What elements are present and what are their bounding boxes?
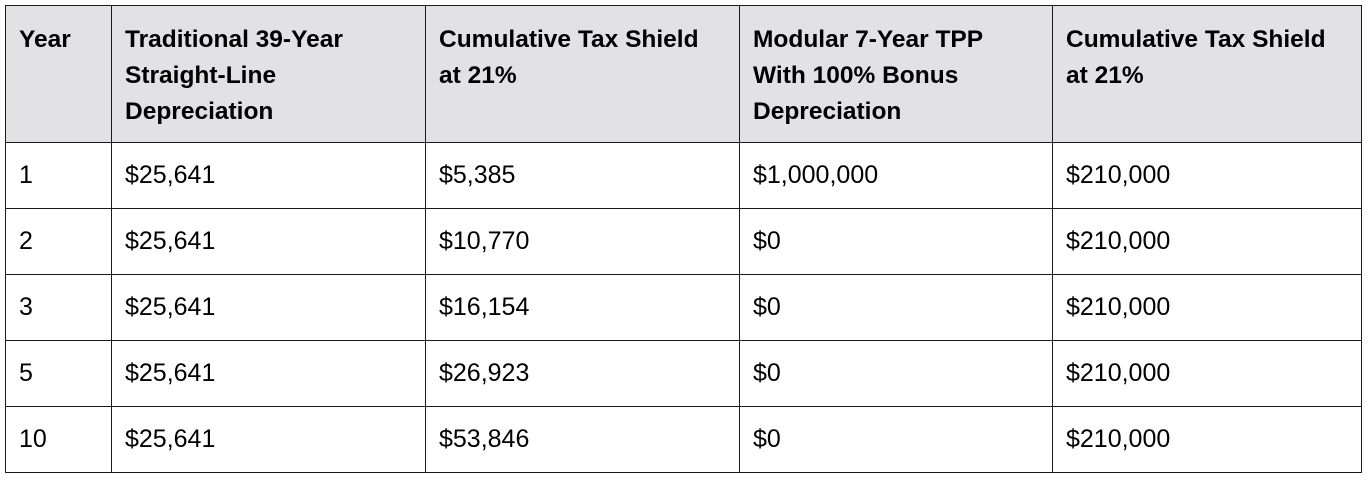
depreciation-comparison-table xyxy=(5,5,1362,473)
table-row xyxy=(6,143,1362,209)
table-header xyxy=(6,6,1362,143)
cell-year: 5 xyxy=(6,341,112,407)
cell-traditional-tax-shield: $26,923 xyxy=(426,341,740,407)
cell-traditional-depreciation: $25,641 xyxy=(112,407,426,473)
header-traditional-tax-shield: Cumulative Tax Shield at 21% xyxy=(426,6,740,143)
cell-modular-depreciation: $0 xyxy=(740,209,1053,275)
header-traditional-depreciation: Traditional 39-Year Straight-Line Depreciation xyxy=(112,6,426,143)
cell-modular-tax-shield: $210,000 xyxy=(1053,209,1362,275)
header-row xyxy=(6,6,1362,143)
cell-modular-depreciation: $0 xyxy=(740,341,1053,407)
cell-modular-depreciation: $1,000,000 xyxy=(740,143,1053,209)
table-row xyxy=(6,275,1362,341)
cell-traditional-depreciation: $25,641 xyxy=(112,275,426,341)
cell-year: 3 xyxy=(6,275,112,341)
table-body xyxy=(6,143,1362,473)
cell-traditional-depreciation: $25,641 xyxy=(112,143,426,209)
depreciation-comparison-table-container xyxy=(5,5,1362,473)
table-row xyxy=(6,407,1362,473)
cell-year: 1 xyxy=(6,143,112,209)
table-row xyxy=(6,209,1362,275)
cell-modular-tax-shield: $210,000 xyxy=(1053,341,1362,407)
cell-modular-tax-shield: $210,000 xyxy=(1053,143,1362,209)
cell-traditional-tax-shield: $5,385 xyxy=(426,143,740,209)
cell-traditional-depreciation: $25,641 xyxy=(112,341,426,407)
cell-traditional-depreciation: $25,641 xyxy=(112,209,426,275)
cell-modular-tax-shield: $210,000 xyxy=(1053,407,1362,473)
header-modular-depreciation: Modular 7-Year TPP With 100% Bonus Depreciation xyxy=(740,6,1053,143)
cell-modular-depreciation: $0 xyxy=(740,275,1053,341)
cell-year: 10 xyxy=(6,407,112,473)
cell-traditional-tax-shield: $53,846 xyxy=(426,407,740,473)
cell-modular-tax-shield: $210,000 xyxy=(1053,275,1362,341)
cell-traditional-tax-shield: $16,154 xyxy=(426,275,740,341)
table-row xyxy=(6,341,1362,407)
cell-traditional-tax-shield: $10,770 xyxy=(426,209,740,275)
header-year: Year xyxy=(6,6,112,143)
cell-year: 2 xyxy=(6,209,112,275)
cell-modular-depreciation: $0 xyxy=(740,407,1053,473)
header-modular-tax-shield: Cumulative Tax Shield at 21% xyxy=(1053,6,1362,143)
